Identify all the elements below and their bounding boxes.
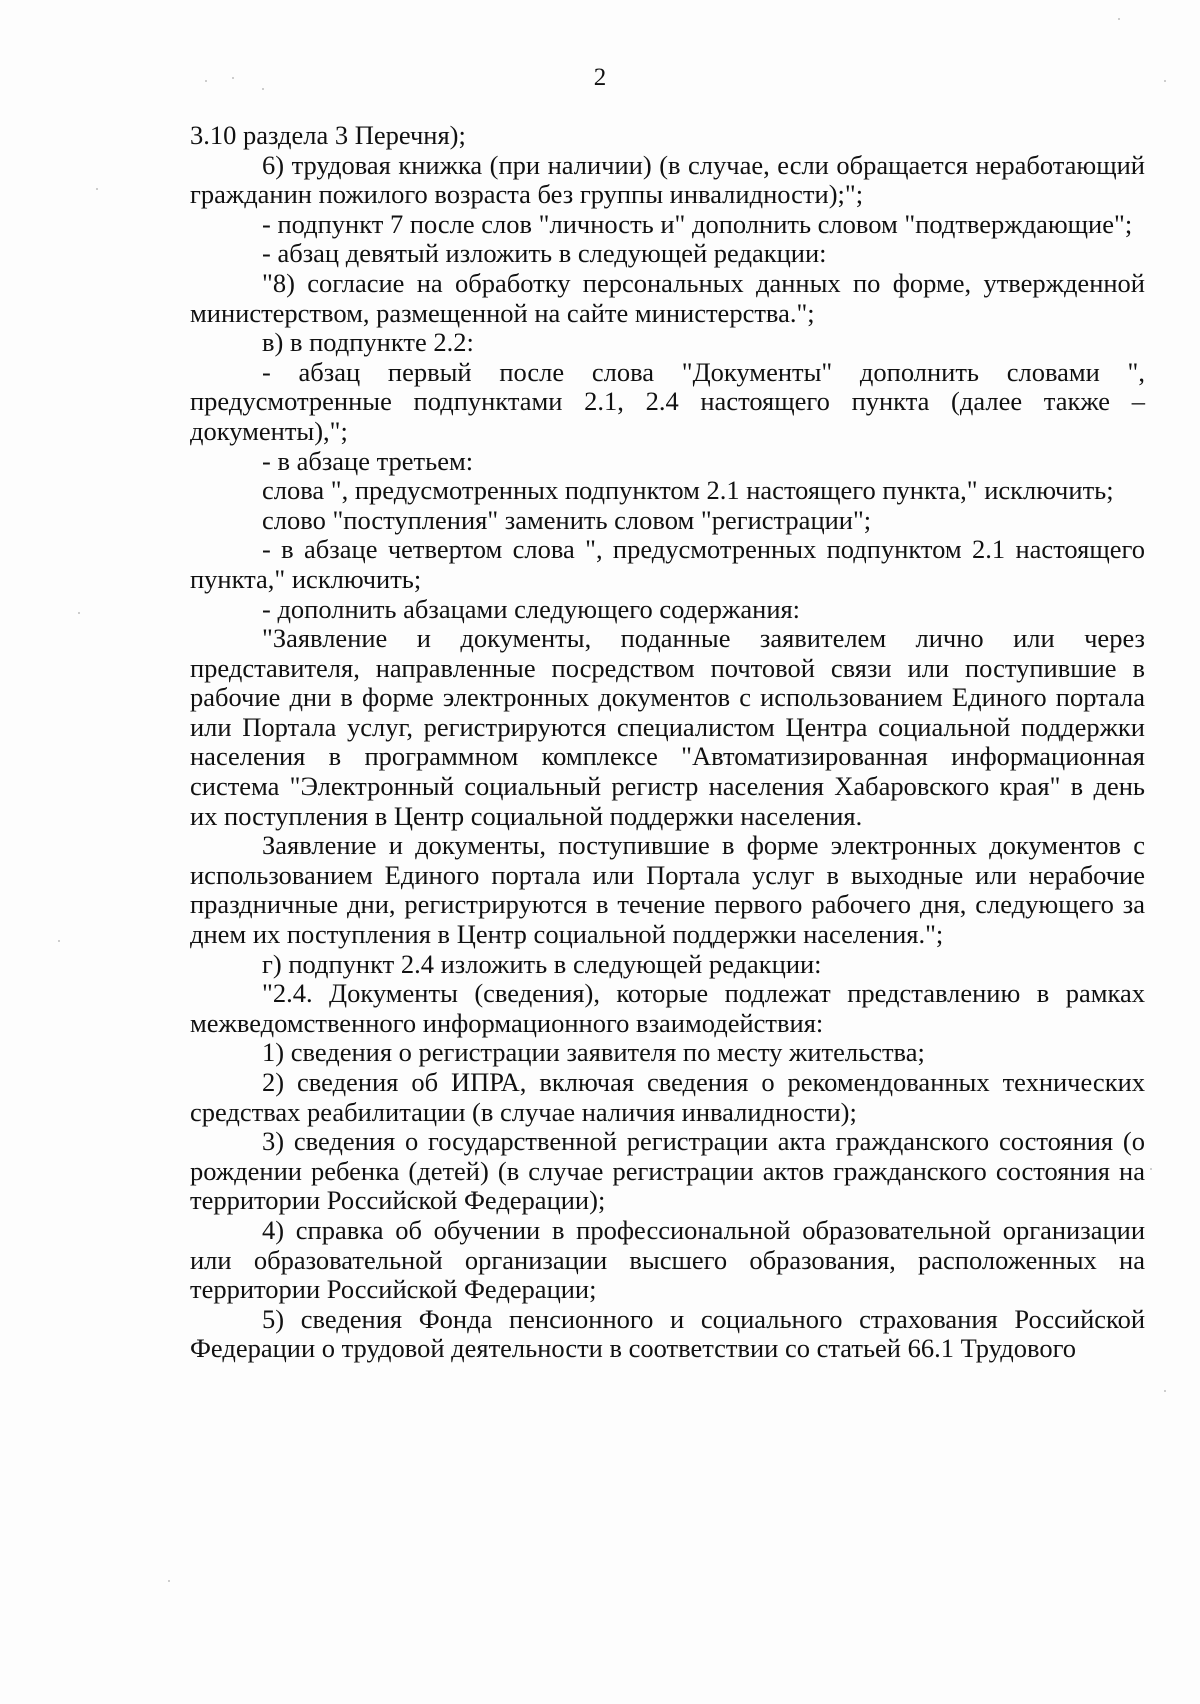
- paragraph: - абзац девятый изложить в следующей редакции:: [262, 238, 827, 269]
- scan-speck: [78, 612, 80, 614]
- scan-speck: [232, 77, 234, 79]
- paragraph: - дополнить абзацами следующего содержания:: [262, 593, 801, 624]
- paragraph: слово "поступления" заменить словом "регистрации";: [262, 504, 872, 535]
- paragraph: слова ", предусмотренных подпунктом 2.1 настоящего пункта," исключить;: [262, 475, 1114, 506]
- document-body: [190, 121, 1145, 1364]
- paragraph: - подпункт 7 после слов "личность и" дополнить словом "подтверждающие";: [262, 208, 1133, 239]
- paragraph: г) подпункт 2.4 изложить в следующей редакции:: [262, 948, 822, 979]
- paragraph: Заявление и документы, поступившие в форме электронных документов с использованием Единого портала или Портала услуг в выходные или нерабочие праздничные дни, регистрируются в течение первого рабочего дня, следующего за днем их поступления в Центр социальной поддержки населения.";: [190, 830, 1145, 950]
- paragraph: 6) трудовая книжка (при наличии) (в случае, если обращается неработающий гражданин пожилого возраста без группы инвалидности);";: [190, 149, 1145, 210]
- scan-speck: [1118, 18, 1120, 20]
- paragraph: - абзац первый после слова "Документы" дополнить словами ", предусмотренные подпунктами 2.1, 2.4 настоящего пункта (далее также – документы),";: [190, 356, 1145, 446]
- page-number: 2: [593, 64, 607, 91]
- paragraph: - в абзаце третьем:: [262, 445, 474, 476]
- paragraph: 3) сведения о государственной регистрации акта гражданского состояния (о рождении ребенка (детей) (в случае регистрации актов гражданского состояния на территории Российской Федерации);: [190, 1126, 1145, 1216]
- paragraph: "2.4. Документы (сведения), которые подлежат представлению в рамках межведомственного информационного взаимодействия:: [190, 978, 1145, 1038]
- scan-speck: [262, 88, 264, 90]
- scan-speck: [168, 1580, 170, 1582]
- scan-speck: [1164, 1390, 1166, 1392]
- paragraph: 3.10 раздела 3 Перечня);: [190, 120, 466, 150]
- paragraph: 1) сведения о регистрации заявителя по месту жительства;: [262, 1037, 925, 1068]
- scan-speck: [1164, 80, 1166, 82]
- paragraph: в) в подпункте 2.2:: [262, 327, 474, 358]
- paragraph: 5) сведения Фонда пенсионного и социального страхования Российской Федерации о трудовой деятельности в соответствии со статьей 66.1 Трудового: [190, 1303, 1145, 1364]
- scan-speck: [205, 80, 207, 82]
- paragraph: "8) согласие на обработку персональных данных по форме, утвержденной министерством, размещенной на сайте министерства.";: [190, 267, 1145, 328]
- paragraph: 2) сведения об ИПРА, включая сведения о рекомендованных технических средствах реабилитации (в случае наличия инвалидности);: [190, 1067, 1145, 1127]
- scan-speck: [1150, 1168, 1152, 1170]
- paragraph: 4) справка об обучении в профессиональной образовательной организации или образовательной организации высшего образования, расположенных на территории Российской Федерации;: [190, 1214, 1145, 1305]
- paragraph: - в абзаце четвертом слова ", предусмотренных подпунктом 2.1 настоящего пункта," исключить;: [190, 534, 1145, 594]
- paragraph: "Заявление и документы, поданные заявителем лично или через представителя, направленные посредством почтовой связи или поступившие в рабочие дни в форме электронных документов с использованием Единого портала или Портала услуг, регистрируются специалистом Центра социальной поддержки населения в программном комплексе "Автоматизированная информационная система "Электронный социальный регистр населения Хабаровского края" в день их поступления в Центр социальной поддержки населения.: [190, 623, 1145, 831]
- scan-speck: [96, 188, 98, 190]
- scan-speck: [58, 940, 60, 942]
